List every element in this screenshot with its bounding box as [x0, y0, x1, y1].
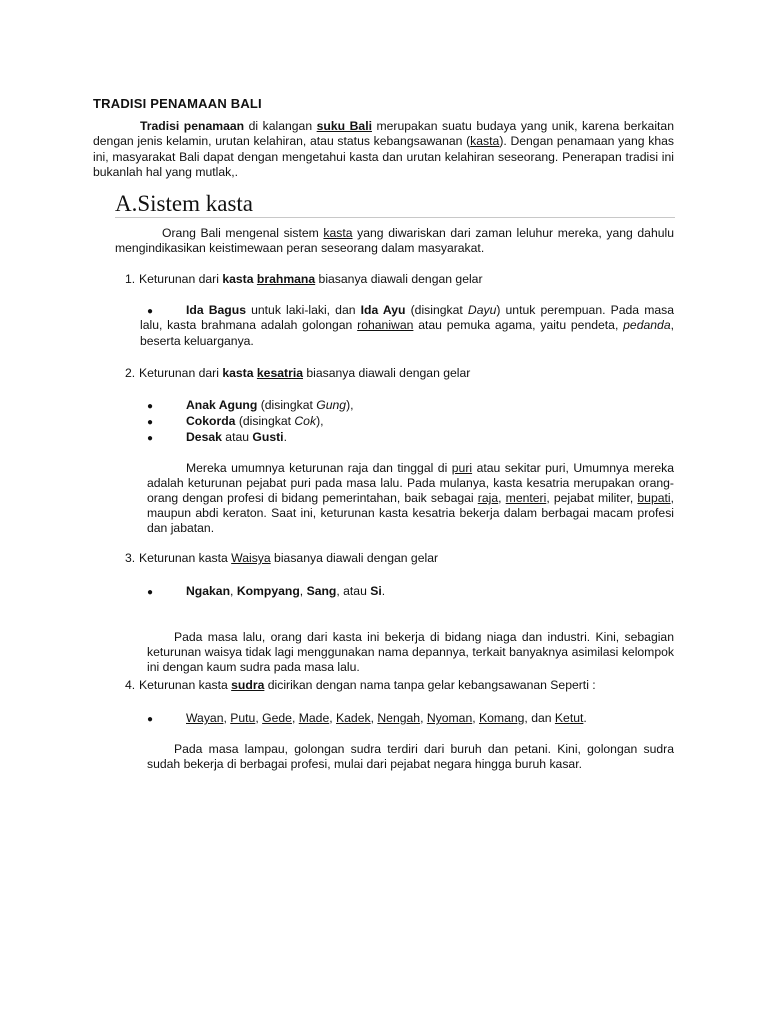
section-intro-text: Orang Bali mengenal sistem: [162, 226, 324, 240]
link-ketut[interactable]: Ketut: [554, 711, 584, 725]
intro-text: di kalangan: [244, 119, 317, 133]
sep: ,: [370, 711, 378, 725]
bullet-text: (disingkat: [257, 398, 317, 412]
item-text-bold: kasta: [222, 366, 257, 380]
item-text: dicirikan dengan nama tanpa gelar kebangsawanan Seperti :: [264, 678, 596, 692]
sep: ,: [255, 711, 263, 725]
name-bold: Ida Bagus: [186, 303, 246, 317]
link-kasta-2[interactable]: kasta: [323, 226, 353, 240]
bullet-text: ) untuk perempuan. Pada masa lalu, kasta brahmana adalah golongan: [140, 303, 674, 333]
sep: .: [583, 711, 587, 725]
item-number: 1.: [125, 272, 136, 286]
sudra-paragraph: [147, 742, 674, 772]
intro-text: ). Dengan penamaan yang khas ini, masyarakat Bali dapat dengan mengetahui kasta dan urutan kelahiran seseorang. Penerapan tradisi ini bukanlah hal yang mutlak,.: [93, 134, 675, 180]
bullet-text: (disingkat: [235, 414, 295, 428]
sep: ,: [291, 711, 299, 725]
link-putu[interactable]: Putu: [230, 711, 256, 725]
link-sudra[interactable]: sudra: [231, 678, 265, 692]
bullet-text: .: [381, 584, 386, 598]
bullet-text: untuk laki-laki, dan: [245, 303, 361, 317]
item-text: Keturunan dari: [139, 272, 223, 286]
item-text: biasanya diawali dengan gelar: [270, 551, 439, 565]
sep: , dan: [524, 711, 555, 725]
bullet-icon: ●: [147, 714, 154, 725]
name-bold: Cokorda: [186, 414, 236, 428]
item-number: 3.: [125, 551, 136, 565]
bullet-cokorda: [186, 414, 324, 429]
bullet-text: ,: [230, 584, 237, 598]
link-kasta[interactable]: kasta: [470, 134, 500, 149]
link-gede[interactable]: Gede: [262, 711, 292, 725]
name-bold: Gusti: [252, 430, 284, 444]
para-text: , pejabat militer,: [546, 491, 638, 506]
link-kadek[interactable]: Kadek: [336, 711, 371, 725]
name-bold: Ida Ayu: [360, 303, 406, 317]
list-item-sudra: [125, 678, 675, 693]
item-number: 2.: [125, 366, 136, 380]
link-brahmana[interactable]: brahmana: [256, 272, 316, 286]
abbr-italic: Dayu: [467, 303, 497, 317]
list-item-kesatria: [125, 366, 675, 381]
bullet-icon: ●: [147, 401, 154, 412]
bullet-desak: [186, 430, 287, 445]
name-bold: Sang: [306, 584, 337, 598]
abbr-italic: Cok: [294, 414, 317, 428]
name-bold: Ngakan: [186, 584, 231, 598]
link-wayan[interactable]: Wayan: [186, 711, 224, 725]
item-text: Keturunan kasta: [139, 551, 232, 565]
section-intro-text: yang diwariskan dari zaman leluhur mereka, yang dahulu mengindikasikan keistimewaan peran seseorang dalam masyarakat.: [115, 226, 675, 256]
link-kesatria[interactable]: kesatria: [256, 366, 303, 380]
para-text: atau sekitar puri, Umumnya mereka adalah keturunan pejabat puri pada masa lalu. Pada mulanya, kasta kesatria merupakan orang-orang dengan profesi di bidang pemerintahan, baik sebagai: [147, 461, 674, 506]
sep: ,: [420, 711, 427, 725]
section-intro: [115, 226, 674, 257]
bullet-icon: ●: [147, 417, 154, 428]
list-item-brahmana: [125, 272, 675, 287]
item-text: biasanya diawali dengan gelar: [302, 366, 471, 380]
section-heading: A.Sistem kasta: [115, 191, 253, 216]
sep: ,: [472, 711, 480, 725]
para-text: Pada masa lalu, orang dari kasta ini bekerja di bidang niaga dan industri. Kini, sebagian keturunan waisya tidak lagi menggunakan nama depannya, terkait banyaknya asimilasi kelompok ini dengan kaum sudra pada masa lalu.: [147, 630, 674, 675]
bullet-sudra-names: [186, 711, 587, 726]
item-text-bold: kasta: [222, 272, 257, 286]
bullet-text: , beserta keluarganya.: [140, 318, 674, 348]
bullet-icon: ●: [147, 587, 154, 598]
link-made[interactable]: Made: [298, 711, 330, 725]
link-nyoman[interactable]: Nyoman: [426, 711, 473, 725]
link-waisya[interactable]: Waisya: [231, 551, 271, 565]
waisya-paragraph: [147, 630, 674, 675]
sep: ,: [223, 711, 231, 725]
bullet-brahmana: [140, 303, 674, 349]
name-bold: Anak Agung: [186, 398, 258, 412]
item-text: Keturunan kasta: [139, 678, 232, 692]
para-text: Mereka umumnya keturunan raja dan tinggal di: [186, 461, 452, 475]
intro-lead: Tradisi penamaan: [140, 119, 245, 133]
item-number: 4.: [125, 678, 136, 692]
kesatria-paragraph: [147, 461, 674, 536]
bullet-waisya-names: [186, 584, 385, 599]
link-suku-bali[interactable]: suku Bali: [316, 119, 372, 133]
link-raja[interactable]: raja: [477, 491, 499, 506]
item-text: biasanya diawali dengan gelar: [315, 272, 483, 286]
bullet-text: ),: [346, 398, 354, 412]
bullet-text: (disingkat: [405, 303, 468, 317]
bullet-text: atau pemuka agama, yaitu pendeta,: [413, 318, 624, 333]
para-text: , maupun abdi keraton. Saat ini, keturunan kasta kesatria bekerja dalam berbagai macam profesi dan jabatan.: [147, 491, 674, 536]
item-text: Keturunan dari: [139, 366, 223, 380]
link-komang[interactable]: Komang: [479, 711, 525, 725]
bullet-text: .: [283, 430, 287, 444]
list-item-waisya: [125, 551, 675, 566]
bullet-icon: ●: [147, 306, 154, 317]
link-nengah[interactable]: Nengah: [377, 711, 421, 725]
document-title: TRADISI PENAMAAN BALI: [93, 96, 262, 111]
name-bold: Kompyang: [236, 584, 300, 598]
bullet-text: ,: [299, 584, 307, 598]
bullet-text: , atau: [336, 584, 371, 598]
link-rohaniwan[interactable]: rohaniwan: [357, 318, 414, 333]
intro-paragraph: [93, 119, 674, 181]
bullet-anak-agung: [186, 398, 354, 413]
heading-divider: [115, 217, 675, 218]
sep: ,: [329, 711, 337, 725]
name-bold: Si: [370, 584, 382, 598]
name-bold: Desak: [186, 430, 222, 444]
abbr-italic: Gung: [316, 398, 347, 412]
bullet-icon: ●: [147, 433, 154, 444]
para-text: ,: [498, 491, 506, 506]
bullet-text: ),: [316, 414, 324, 428]
pedanda-italic: pedanda: [623, 318, 671, 333]
link-bupati[interactable]: bupati: [637, 491, 671, 506]
intro-text: merupakan suatu budaya yang unik, karena berkaitan dengan jenis kelamin, urutan kelahiran, atau status kebangsawanan (: [93, 119, 674, 149]
bullet-text: atau: [221, 430, 253, 444]
link-menteri[interactable]: menteri: [505, 491, 547, 506]
para-text: Pada masa lampau, golongan sudra terdiri dari buruh dan petani. Kini, golongan sudra sudah bekerja di berbagai profesi, mulai dari pejabat negara hingga buruh kasar.: [147, 742, 674, 772]
link-puri[interactable]: puri: [451, 461, 473, 475]
